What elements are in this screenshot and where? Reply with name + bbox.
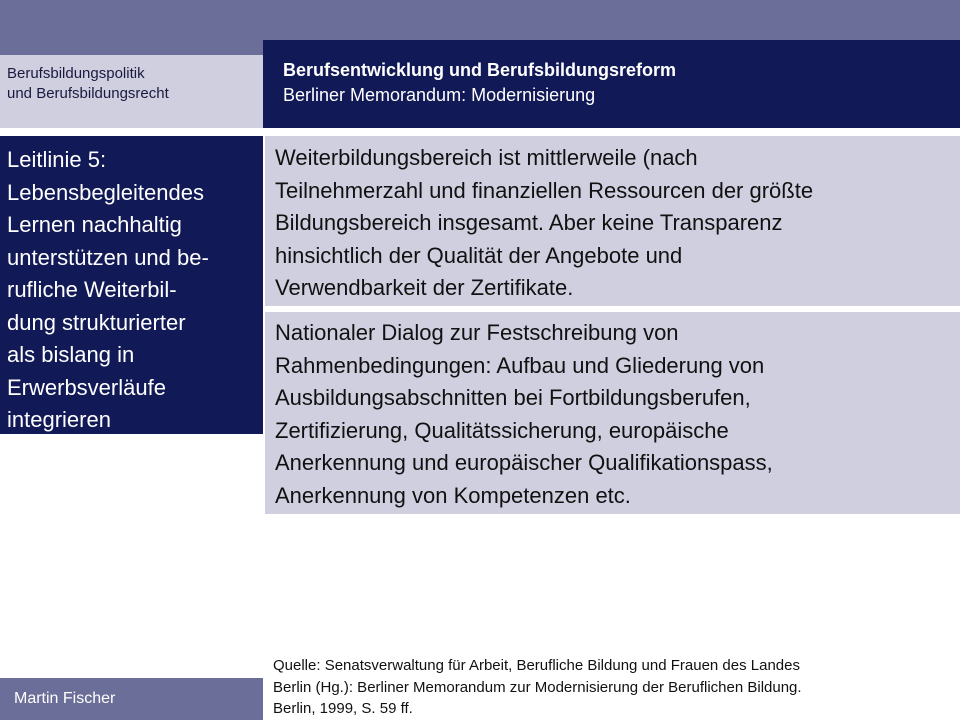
course-label-line: und Berufsbildungsrecht — [7, 85, 169, 102]
guideline-box — [0, 136, 263, 434]
slide-title: Berufsentwicklung und Berufsbildungsreform — [283, 60, 677, 80]
guideline-line: Lernen nachhaltig — [7, 212, 182, 237]
content-box-national-dialogue — [265, 312, 960, 514]
guideline-line: dung strukturierter — [7, 309, 186, 335]
content-line: Zertifizierung, Qualitätssicherung, europäische — [275, 417, 729, 443]
source-line: Berlin (Hg.): Berliner Memorandum zur Modernisierung der Beruflichen Bildung. — [273, 678, 802, 696]
slide-subtitle: Berliner Memorandum: Modernisierung — [283, 85, 596, 105]
course-label — [0, 55, 263, 128]
content-line: Teilnehmerzahl und finanziellen Ressourcen der größte — [275, 177, 814, 203]
course-label-line: Berufsbildungspolitik — [7, 65, 145, 82]
content-line: hinsichtlich der Qualität der Angebote und — [275, 242, 683, 268]
content-line: Ausbildungsabschnitten bei Fortbildungsberufen, — [275, 385, 751, 410]
content-line: Nationaler Dialog zur Festschreibung von — [275, 320, 679, 345]
guideline-line: unterstützen und be- — [7, 244, 209, 270]
source-line: Berlin, 1999, S. 59 ff. — [273, 700, 413, 717]
content-line: Rahmenbedingungen: Aufbau und Gliederung von — [275, 352, 765, 378]
guideline-line: Leitlinie 5: — [7, 147, 107, 172]
content-box-continuing-education — [265, 136, 960, 306]
guideline-line: rufliche Weiterbil- — [7, 277, 177, 302]
guideline-line: integrieren — [7, 407, 111, 432]
content-line: Verwendbarkeit der Zertifikate. — [275, 275, 574, 300]
guideline-line: Lebensbegleitendes — [7, 179, 204, 205]
content-line: Anerkennung von Kompetenzen etc. — [275, 482, 631, 508]
guideline-line: als bislang in — [7, 342, 135, 367]
source-citation — [273, 655, 953, 720]
content-line: Anerkennung und europäischer Qualifikationspass, — [275, 450, 773, 475]
content-line: Bildungsbereich insgesamt. Aber keine Transparenz — [275, 210, 783, 235]
author-label: Martin Fischer — [0, 678, 263, 720]
slide-header — [263, 40, 960, 128]
source-line: Quelle: Senatsverwaltung für Arbeit, Berufliche Bildung und Frauen des Landes — [273, 657, 800, 674]
content-line: Weiterbildungsbereich ist mittlerweile (nach — [275, 145, 698, 170]
guideline-line: Erwerbsverläufe — [7, 374, 166, 400]
